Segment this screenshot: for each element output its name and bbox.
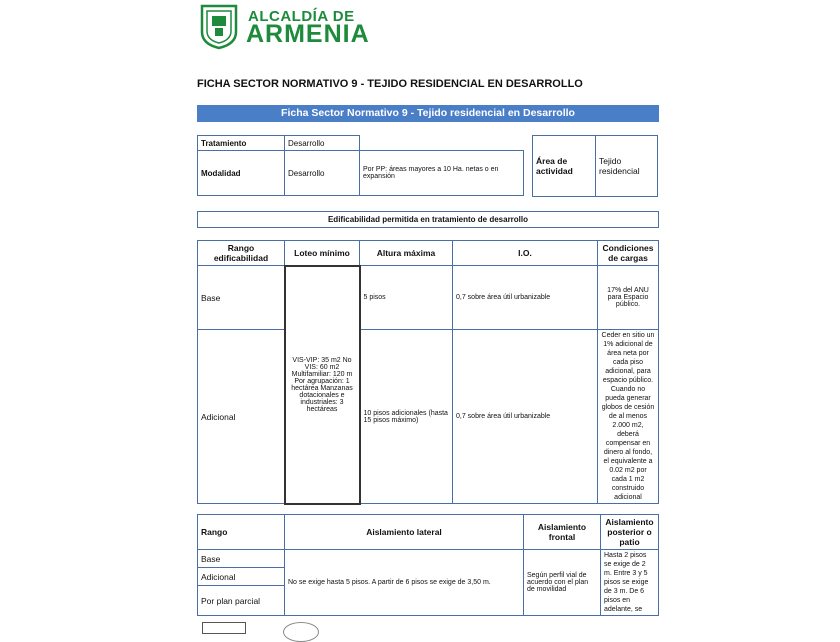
row-base-io: 0,7 sobre área útil urbanizable xyxy=(453,266,598,330)
col-rango: Rango edificabilidad xyxy=(198,241,285,266)
row-adicional-io: 0,7 sobre área útil urbanizable xyxy=(453,330,598,504)
banner-title: Ficha Sector Normativo 9 - Tejido residencial en Desarrollo xyxy=(197,105,659,122)
modalidad-note: Por PP: áreas mayores a 10 Ha. netas o en expansión xyxy=(360,151,524,196)
ais-col-rango: Rango xyxy=(198,515,285,550)
ais-col-lateral: Aislamiento lateral xyxy=(285,515,524,550)
row-base-cargas: 17% del ANU para Espacio público. xyxy=(598,266,659,330)
row-adicional-altura: 10 pisos adicionales (hasta 15 pisos máximo) xyxy=(360,330,453,504)
row-adicional-cargas: Ceder en sitio un 1% adicional de área neta por cada piso adicional, para espacio público. Cuando no pueda generar globos de cesión de al menos 2.000 m2, deberá compensar en dinero al fondo, el equivalente a 0.02 m2 por cada 1 m2 construido adicional xyxy=(598,330,659,504)
area-value: Tejido residencial xyxy=(596,136,658,197)
ais-col-posterior: Aislamiento posterior o patio xyxy=(601,515,659,550)
aislamientos-table xyxy=(197,514,659,616)
row-adicional-rango: Adicional xyxy=(198,330,285,504)
ais-frontal: Según perfil vial de acuerdo con el plan de movilidad xyxy=(524,550,601,616)
ais-lateral: No se exige hasta 5 pisos. A partir de 6 pisos se exige de 3,50 m. xyxy=(285,550,524,616)
col-io: I.O. xyxy=(453,241,598,266)
modalidad-label: Modalidad xyxy=(198,151,285,196)
tratamiento-value: Desarrollo xyxy=(285,136,360,151)
loteo-minimo: VIS-VIP: 35 m2 No VIS: 60 m2 Multifamiliar: 120 m Por agrupación: 1 hectárea Manzanas dotacionales e industriales: 3 hectáreas xyxy=(285,266,360,504)
ais-col-frontal: Aislamiento frontal xyxy=(524,515,601,550)
area-label: Área de actividad xyxy=(533,136,596,197)
ais-posterior: Hasta 2 pisos se exige de 2 m. Entre 3 y 5 pisos se exige de 3 m. De 6 pisos en adelante, se xyxy=(601,550,659,616)
ais-rango-adicional: Adicional xyxy=(198,568,285,586)
footer-box xyxy=(202,622,246,634)
row-base-rango: Base xyxy=(198,266,285,330)
ais-rango-plan: Por plan parcial xyxy=(198,586,285,616)
modalidad-value: Desarrollo xyxy=(285,151,360,196)
document-title: FICHA SECTOR NORMATIVO 9 - TEJIDO RESIDENCIAL EN DESARROLLO xyxy=(197,78,583,90)
info-table xyxy=(197,135,524,196)
logo-line1: ALCALDÍA DE xyxy=(248,8,355,25)
col-altura: Altura máxima xyxy=(360,241,453,266)
tratamiento-label: Tratamiento xyxy=(198,136,285,151)
municipal-seal-icon xyxy=(198,2,240,50)
footer-stamp-icon xyxy=(283,622,319,642)
edificabilidad-title: Edificabilidad permitida en tratamiento de desarrollo xyxy=(197,211,659,228)
row-base-altura: 5 pisos xyxy=(360,266,453,330)
ais-rango-base: Base xyxy=(198,550,285,568)
edificabilidad-table xyxy=(197,240,659,505)
col-loteo: Loteo mínimo xyxy=(285,241,360,266)
logo-line2: ARMENIA xyxy=(246,20,370,48)
col-cargas: Condiciones de cargas xyxy=(598,241,659,266)
area-table xyxy=(532,135,658,197)
